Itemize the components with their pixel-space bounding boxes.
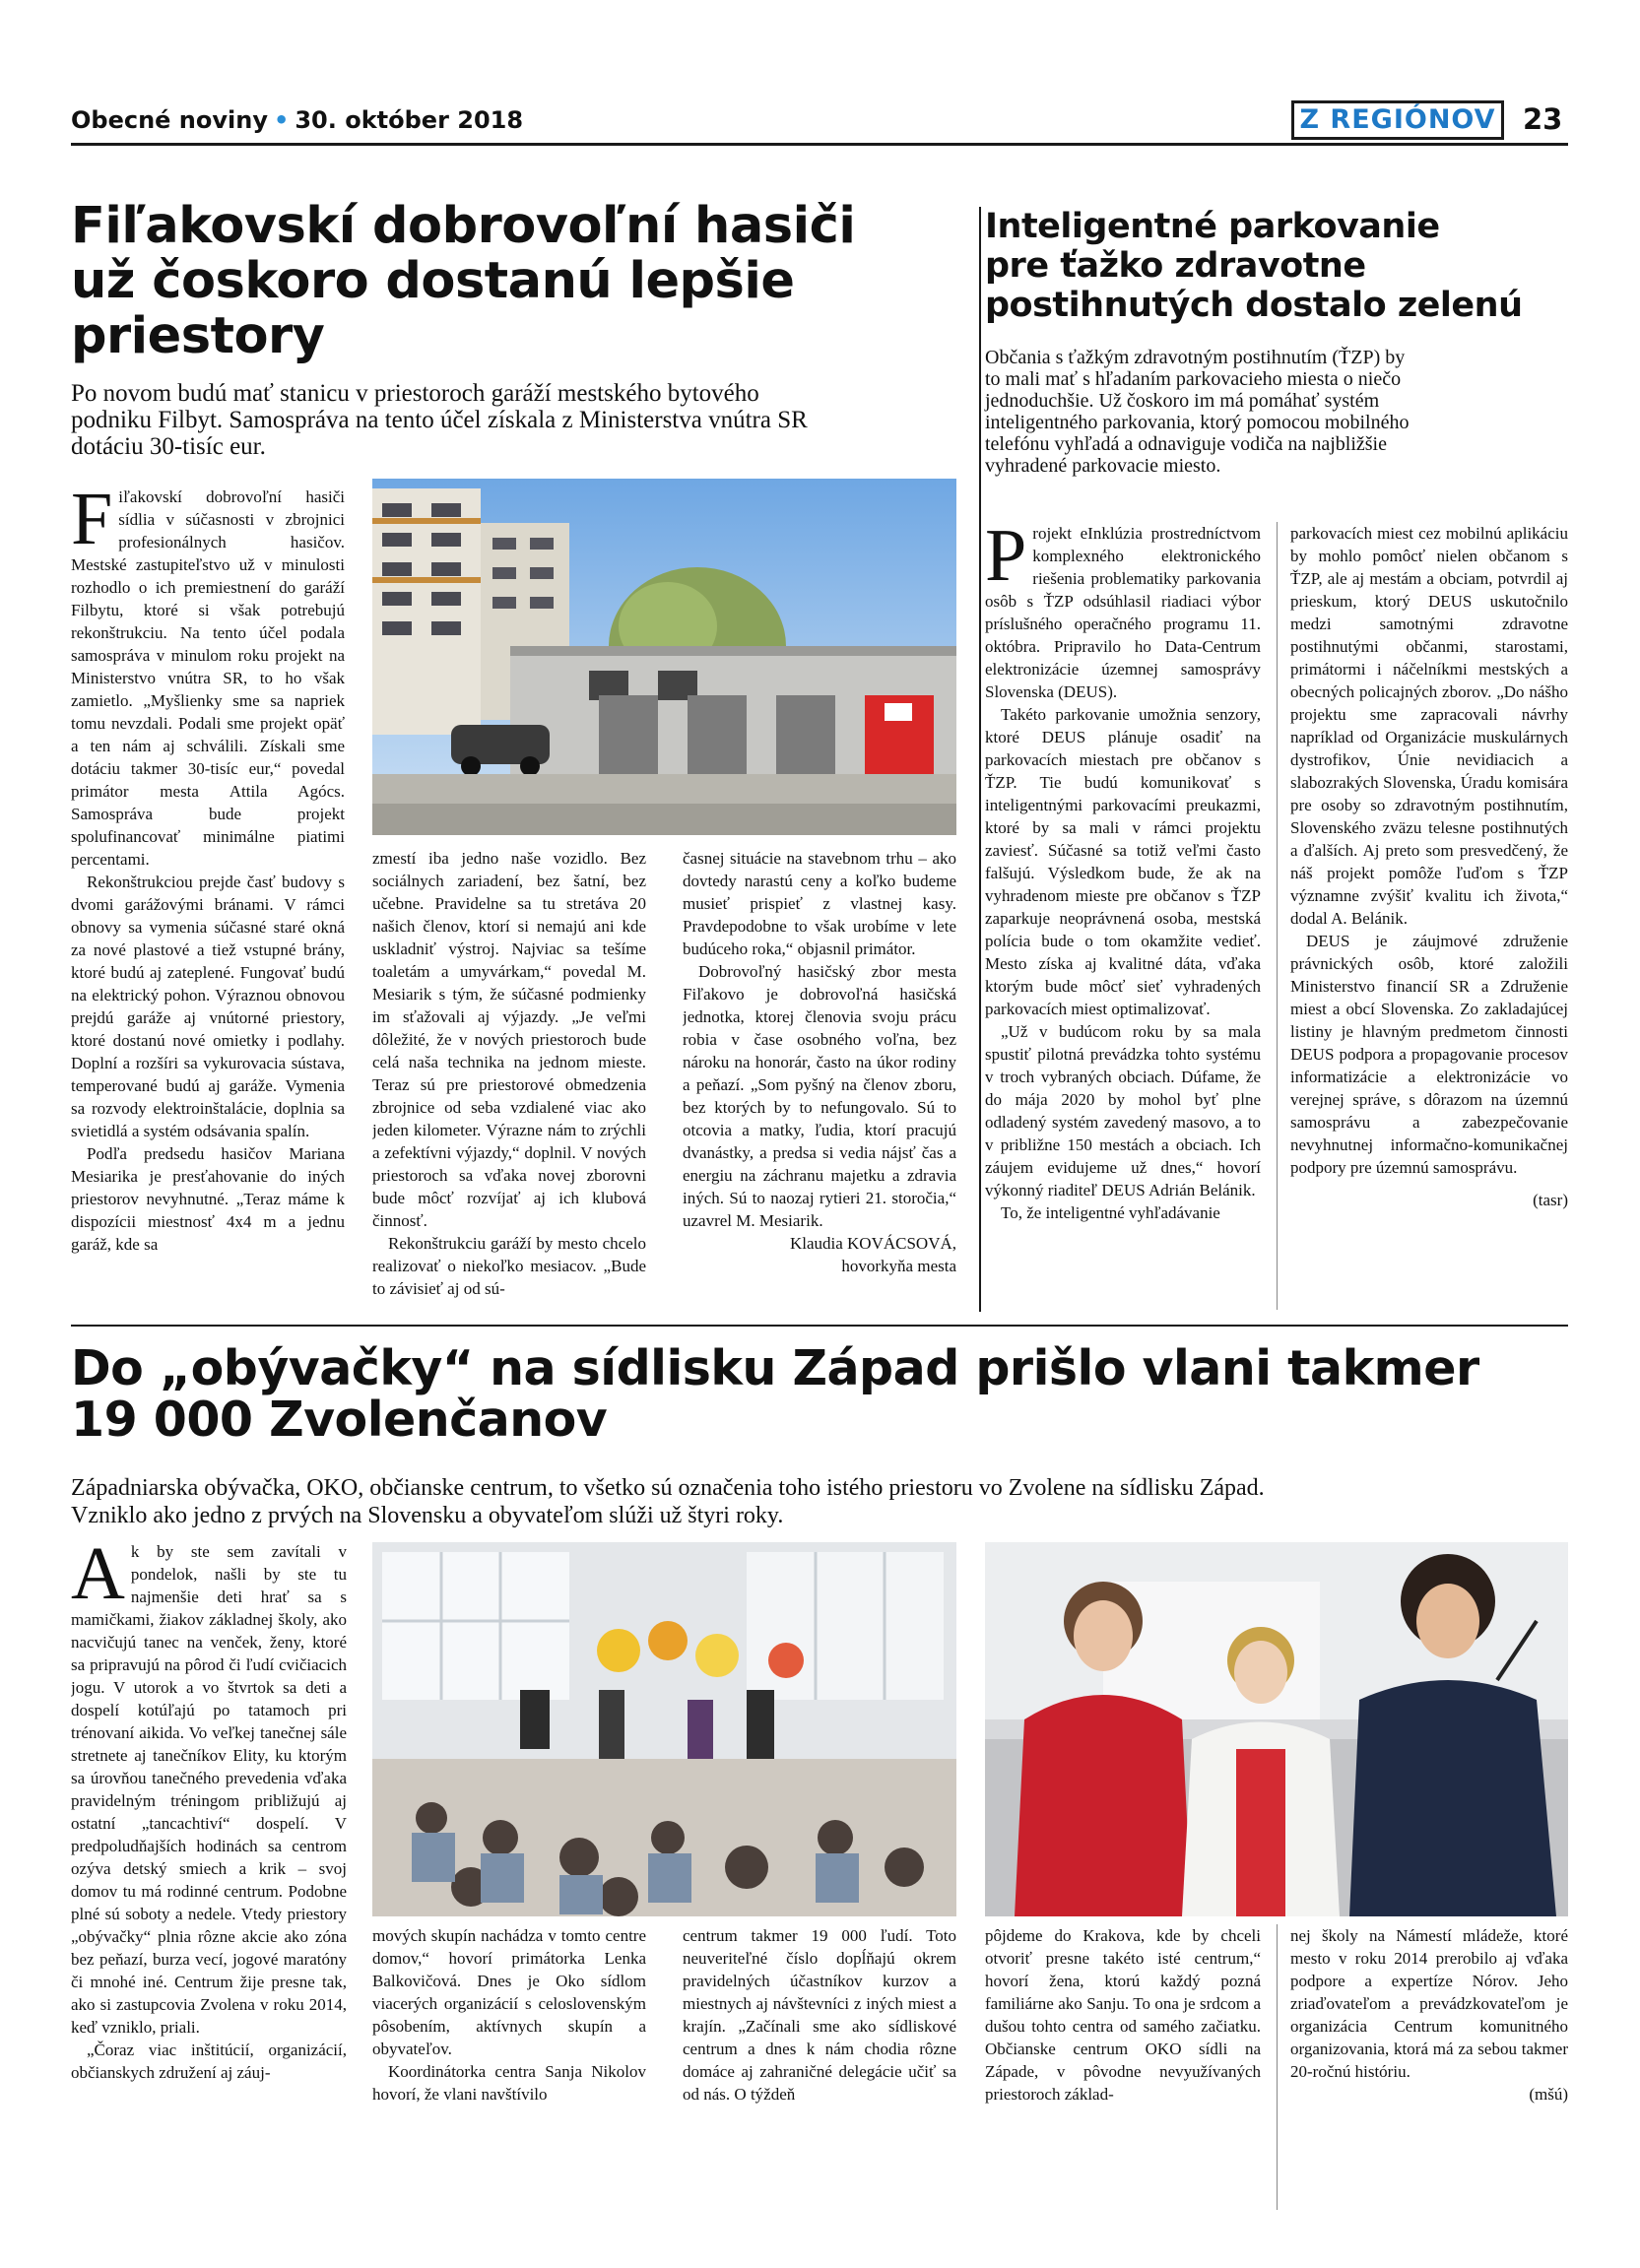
paragraph: centrum takmer 19 000 ľudí. Toto neuveriteľné číslo dopĺňajú okrem pravidelných účastníkov kurzov a miestnych aj návštevníci z iných miest a krajín. „Začínali sme ako sídliskové centrum a dnes k nám chodia rôzne domáce aj zahraničné delegácie učiť sa od nás. O týždeň (683, 1926, 956, 2104)
title-line: Fiľakovskí dobrovoľní hasiči (71, 197, 856, 255)
paragraph: „Čoraz viac inštitúcií, organizácií, občianskych združení aj záuj- (71, 2041, 347, 2082)
article3-col3 (683, 1924, 956, 2222)
header-rule (71, 143, 1568, 146)
paragraph: zmestí iba jedno naše vozidlo. Bez sociálnych zariadení, bez šatní, bez učebne. Pravidelne sa tu stretáva 20 našich členov, ktorí si nemajú ani kde uskladniť výstroj. Najviac sa tešíme toaletám a umyvárkam,“ povedal M. Mesiarik s tým, že súčasné podmienky im sťažovali aj výjazdy. „Je veľmi dôležité, že v nových priestoroch bude celá naša technika na jednom mieste. Teraz sú pre priestorové obmedzenia zbrojnice od seba vzdialené viac ako jeden kilometer. Výrazne nám to zrýchli a zefektívni výjazdy,“ doplnil. V nových priestoroch sa vďaka novej zborovni bude môcť rozvíjať aj ich klubová činnosť. (372, 849, 646, 1230)
article1-col3 (683, 847, 956, 1318)
fire-station-photo (372, 479, 956, 835)
article3-title (71, 1340, 1568, 1448)
paragraph: k by ste sem zavítali v pondelok, našli by ste tu najmenšie deti hrať sa s mamičkami, žiakov základnej školy, ako nacvičujú tanec na venček, ženy, ktoré sa pripravujú na pôrod či ľudí cvičiacich jogu. V utorok a vo štvrtok sa deti a dospelí kotúľajú po tatamoch pri trénovaní aikida. Vo veľkej tanečnej sále stretnete aj tanečníkov Elity, ku ktorým sa úrovňou tanečného prevedenia vďaka pravidelným tréningom približujú aj ostatní „tancachtiví“ dospelí. V predpoludňajších hodinách sa centrom ozýva detský smiech a krik – svoj domov tu má rodinné centrum. Podobne plné sú soboty a nedele. Vtedy priestory „obývačky“ plnia rôzne akcie ako zóna bez peňazí, burza vecí, jogové maratóny či mnohé iné. Centrum žije presne tak, ako si zastupcovia Zvolena v roku 2014, keď vzniklo, priali. (71, 1542, 347, 2037)
lede-line: vyhradené parkovacie miesto. (985, 455, 1221, 477)
article2-title (985, 207, 1576, 325)
paragraph: nej školy na Námestí mládeže, ktoré mesto v roku 2014 prerobilo aj vďaka podpore a expertíze Nórov. Jeho zriaďovateľom a prevádzkovateľom je organizácia Centrum komunitného organizovania, ktorá má za sebou takmer 20-ročnú históriu. (1290, 1926, 1568, 2081)
author-signature: (tasr) (1533, 1191, 1568, 1209)
article1-lede (71, 380, 977, 460)
lede-line: telefónu vyhľadá a odnaviguje vodiča na najbližšie (985, 433, 1387, 455)
paragraph: iľakovskí dobrovoľní hasiči sídlia v súčasnosti v zbrojnici profesionálnych hasičov. Mestské zastupiteľstvo už v minulosti rozhodlo o ich premiestnení do garáží Filbytu, ktoré si však potrebujú rekonštrukciu. Na tento účel podala samospráva v minulom roku projekt na Ministerstvo vnútra SR, to ho však zamietlo. „Myšlienky sme sa napriek tomu nevzdali. Podali sme projekt opäť a ten nám aj schválili. Získali sme dotáciu takmer 30-tisíc eur,“ povedal primátor mesta Attila Agócs. Samospráva bude projekt spolufinancovať minimálne piatimi percentami. (71, 487, 345, 869)
paragraph: časnej situácie na stavebnom trhu – ako dovtedy narastú ceny a koľko budeme musieť prispieť z vlastnej kasy. Pravdepodobne to však urobíme v lete budúceho roka,“ objasnil primátor. (683, 849, 956, 958)
column-divider (979, 207, 981, 1312)
article2-lede (985, 347, 1576, 477)
article1-col1 (71, 486, 345, 1318)
lede-line: Po novom budú mať stanicu v priestoroch garáží mestského bytového (71, 380, 759, 407)
title-line: Inteligentné parkovanie (985, 207, 1440, 246)
article1-col2 (372, 847, 646, 1318)
article1-title (71, 199, 957, 364)
lede-line: Občania s ťažkým zdravotným postihnutím (ŤZP) by (985, 347, 1406, 368)
column-divider (1277, 522, 1278, 1310)
article3-col1 (71, 1540, 347, 2222)
issue-date: 30. október 2018 (295, 106, 524, 134)
title-line: Do „obývačky“ na sídlisku Západ prišlo vlani takmer (71, 1340, 1479, 1396)
article3-lede (71, 1474, 1568, 1529)
title-line: už čoskoro dostanú lepšie (71, 252, 795, 310)
page-number: 23 (1523, 102, 1563, 136)
dropcap: P (985, 522, 1027, 597)
article2-col2 (1290, 522, 1568, 1318)
bullet-separator: • (273, 106, 290, 134)
lede-line: jednoduchšie. Už čoskoro im má pomáhať systém (985, 390, 1380, 412)
paragraph: Rekonštrukciou prejde časť budovy s dvomi garážovými bránami. V rámci obnovy sa vymenia súčasné staré okná za nové plastové a tiež vstupné brány, ktoré budú aj zateplené. Fungovať budú na elektrický pohon. Výraznou obnovou prejdú garáže aj vnútorné priestory, ktoré dostanú nové omietky i podlahy. Doplní a rozšíri sa vykurovacia sústava, temperované budú aj garáže. Vymenia sa rozvody elektroinštalácie, doplnia sa svietidlá a systém odsávania spalín. (71, 873, 345, 1140)
paragraph: Takéto parkovanie umožnia senzory, ktoré DEUS plánuje osadiť na parkovacích miestach pre občanov s ŤZP. Tie budú komunikovať s inteligentnými parkovacími preukazmi, ktoré by sa mali v rámci projektu zaviesť. Súčasné sa totiž veľmi často falšujú. Výsledkom bude, že ak na vyhradenom mieste pre občanov s ŤZP zaparkuje neoprávnená osoba, mestská polícia bude o tom okamžite vedieť. Mesto získa aj kvalitné dáta, vďaka ktorým bude môcť sieť vyhradených parkovacích miest optimalizovať. (985, 705, 1261, 1018)
paragraph: pôjdeme do Krakova, kde by chceli otvoriť presne takéto isté centrum,“ hovorí žena, ktorú každý pozná familiárne ako Sanju. To ona je srdcom a dušou tohto centra od samého začiatku. Občianske centrum OKO sídli na Západe, v pôvodne nevyužívaných priestoroch základ- (985, 1926, 1261, 2104)
lede-line: Vzniklo ako jedno z prvých na Slovensku a obyvateľom slúži už štyri roky. (71, 1503, 784, 1528)
paragraph: Rekonštrukciu garáží by mesto chcelo realizovať o niekoľko mesiacov. „Bude to závisieť aj od sú- (372, 1234, 646, 1298)
lede-line: dotáciu 30-tisíc eur. (71, 433, 266, 460)
column-divider (1277, 1924, 1278, 2210)
title-line: 19 000 Zvolenčanov (71, 1392, 608, 1448)
title-line: pre ťažko zdravotne (985, 246, 1366, 286)
paragraph: Dobrovoľný hasičský zbor mesta Fiľakovo je dobrovoľná hasičská jednotka, ktorej členovia svoju prácu robia v čase osobného voľna, bez nároku na honorár, často na úkor rodiny a peňazí. „Som pyšný na členov zboru, bez ktorých by to nefungovalo. Sú to otcovia a matky, ľudia, ktorí pracujú dvanástky, a predsa si vedia nájsť čas a energiu na záchranu majetku a zdravia iných. Sú to naozaj rytieri 21. storočia,“ uzavrel M. Mesiarik. (683, 962, 956, 1230)
section-divider (71, 1325, 1568, 1327)
paragraph: mových skupín nachádza v tomto centre domov,“ hovorí primátorka Lenka Balkovičová. Dnes je Oko sídlom viacerých organizácií s celoslovenským pôsobením, aktívnych skupín a obyvateľov. (372, 1926, 646, 2058)
dropcap: A (71, 1540, 125, 1615)
author-signature: (mšú) (1529, 2085, 1568, 2104)
paragraph: Koordinátorka centra Sanja Nikolov hovorí, že vlani navštívilo (372, 2062, 646, 2104)
title-line: priestory (71, 307, 325, 365)
lede-line: inteligentného parkovania, ktorý pomocou mobilného (985, 412, 1410, 433)
lede-line: to mali mať s hľadaním parkovacieho miesta o niečo (985, 368, 1402, 390)
paragraph: To, že inteligentné vyhľadávanie (1001, 1203, 1220, 1222)
paragraph: Podľa predsedu hasičov Mariana Mesiarika je presťahovanie do iných priestorov nevyhnutné. „Teraz máme k dispozícii miestnosť 4x4 m a jednu garáž, kde sa (71, 1144, 345, 1254)
article3-col5 (1290, 1924, 1568, 2222)
article2-col1 (985, 522, 1261, 1318)
masthead (71, 106, 523, 134)
lede-line: Západniarska obývačka, OKO, občianske centrum, to všetko sú označenia toho istého priestoru vo Zvolene na sídlisku Západ. (71, 1475, 1265, 1501)
article3-col2 (372, 1924, 646, 2222)
article3-col4 (985, 1924, 1261, 2222)
paragraph: rojekt eInklúzia prostredníctvom komplexného elektronického riešenia problematiky parkovania osôb s ŤZP odsúhlasil riadiaci výbor príslušného operačného programu 11. októbra. Pripravilo ho Data-Centrum elektronizácie územnej samosprávy Slovenska (DEUS). (985, 524, 1261, 701)
paragraph: DEUS je záujmové združenie právnických osôb, ktoré založili Ministerstvo financií SR a Združenie miest a obcí Slovenska. Zo zakladajúcej listiny je hlavným predmetom činnosti DEUS podpora a propagovanie procesov informatizácie a elektronizácie vo verejnej správe, s dôrazom na územnú samosprávu a zabezpečovanie nevyhnutnej informačno-komunikačnej podpory pre územnú samosprávu. (1290, 932, 1568, 1177)
paper-name: Obecné noviny (71, 106, 268, 134)
author-role: hovorkyňa mesta (841, 1257, 956, 1275)
section-tag: Z REGIÓNOV (1291, 100, 1504, 140)
paragraph: parkovacích miest cez mobilnú aplikáciu by mohlo pomôcť nielen občanom s ŤZP, ale aj mestám a obciam, potvrdil aj prieskum, ktorý DEUS uskutočnilo medzi samotnými zdravotne postihnutými občanmi, starostami, primátormi i náčelníkmi mestských a obecných policajných zborov. „Do nášho projektu sme zapracovali návrhy napríklad od Organizácie muskulárnych dystrofikov, Únie nevidiacich a slabozrakých Slovenska, Úradu komisára pre osoby so zdravotným postihnutím, Slovenského zväzu telesne postihnutých a ďalších. Aj preto som presvedčený, že náš projekt pomôže ľuďom s ŤZP významne zvýšiť kvalitu ich života,“ dodal A. Belánik. (1290, 524, 1568, 928)
lede-line: podniku Filbyt. Samospráva na tento účel získala z Ministerstva vnútra SR (71, 407, 808, 433)
community-center-photo (372, 1542, 956, 1916)
paragraph: „Už v budúcom roku by sa mala spustiť pilotná prevádzka tohto systému v troch vybraných obciach. Dúfame, že do mája 2020 by mohol byť plne odladený systém zavedený masovo, a to v približne 150 mestách a obciach. Ich záujem evidujeme už dnes,“ hovorí výkonný riaditeľ DEUS Adrián Belánik. (985, 1022, 1261, 1199)
title-line: postihnutých dostalo zelenú (985, 286, 1523, 325)
author-signature: Klaudia KOVÁCSOVÁ, (789, 1234, 956, 1253)
dropcap: F (71, 486, 113, 560)
women-portrait-photo (985, 1542, 1568, 1916)
